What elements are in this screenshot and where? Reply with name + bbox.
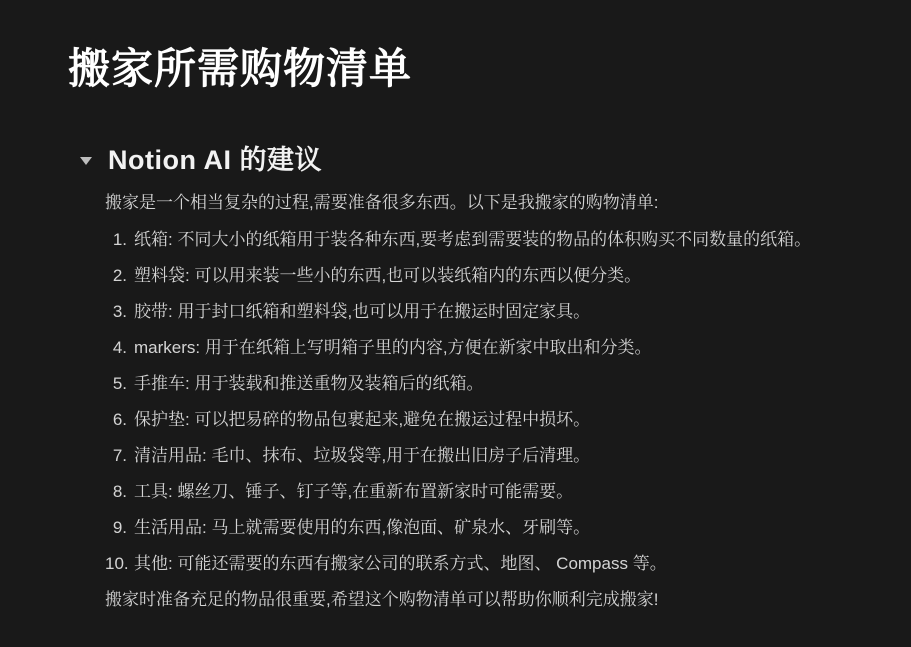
list-item[interactable]	[105, 265, 871, 287]
list-item-text: 工具: 螺丝刀、锤子、钉子等,在重新布置新家时可能需要。	[134, 482, 574, 502]
list-item[interactable]	[105, 229, 871, 251]
list-item[interactable]	[105, 409, 871, 431]
list-item-text: 保护垫: 可以把易碎的物品包裹起来,避免在搬运过程中损坏。	[134, 410, 591, 430]
intro-paragraph[interactable]: 搬家是一个相当复杂的过程,需要准备很多东西。以下是我搬家的购物清单:	[105, 193, 659, 213]
list-item[interactable]	[105, 301, 871, 323]
page-title[interactable]: 搬家所需购物清单	[68, 45, 413, 92]
list-item-text: 手推车: 用于装载和推送重物及装箱后的纸箱。	[134, 374, 484, 394]
list-item-number: 6.	[112, 410, 127, 430]
toggle-content	[105, 192, 871, 611]
toggle-collapse-button[interactable]	[74, 149, 98, 173]
list-item-number: 8.	[112, 482, 127, 502]
list-item-number: 1.	[112, 230, 127, 250]
toggle-block	[68, 144, 871, 611]
list-item[interactable]	[105, 445, 871, 467]
list-item-text: markers: 用于在纸箱上写明箱子里的内容,方便在新家中取出和分类。	[134, 338, 652, 358]
list-item-text: 塑料袋: 可以用来装一些小的东西,也可以装纸箱内的东西以便分类。	[134, 266, 642, 286]
toggle-title[interactable]: Notion AI 的建议	[108, 145, 322, 176]
list-item[interactable]	[105, 337, 871, 359]
toggle-header	[68, 144, 871, 178]
list-item[interactable]	[105, 517, 871, 539]
list-item-text: 生活用品: 马上就需要使用的东西,像泡面、矿泉水、牙刷等。	[134, 518, 591, 538]
list-item-number: 7.	[112, 446, 127, 466]
list-item-text: 其他: 可能还需要的东西有搬家公司的联系方式、地图、 Compass 等。	[134, 554, 667, 574]
shopping-list	[105, 229, 871, 575]
list-item[interactable]	[105, 481, 871, 503]
list-item-number: 2.	[112, 266, 127, 286]
list-item-text: 清洁用品: 毛巾、抹布、垃圾袋等,用于在搬出旧房子后清理。	[134, 446, 591, 466]
list-item-number: 3.	[112, 302, 127, 322]
outro-paragraph[interactable]: 搬家时准备充足的物品很重要,希望这个购物清单可以帮助你顺利完成搬家!	[105, 590, 659, 610]
list-item[interactable]	[105, 553, 871, 575]
list-item-number: 9.	[112, 518, 127, 538]
triangle-down-icon	[80, 157, 92, 165]
list-item-text: 纸箱: 不同大小的纸箱用于装各种东西,要考虑到需要装的物品的体积购买不同数量的纸箱。	[134, 230, 812, 250]
list-item[interactable]	[105, 373, 871, 395]
list-item-number: 10.	[105, 554, 129, 574]
list-item-number: 4.	[112, 338, 127, 358]
list-item-text: 胶带: 用于封口纸箱和塑料袋,也可以用于在搬运时固定家具。	[134, 302, 591, 322]
list-item-number: 5.	[112, 374, 127, 394]
